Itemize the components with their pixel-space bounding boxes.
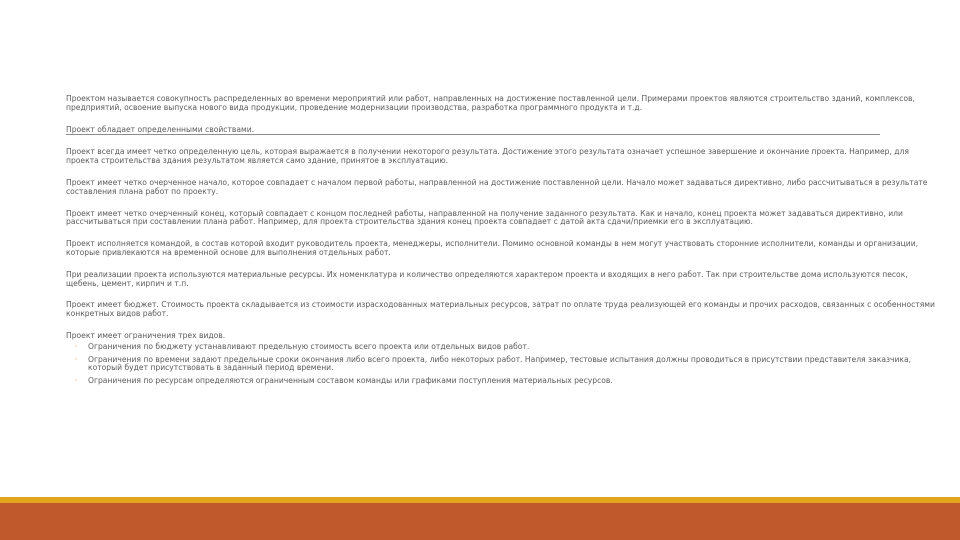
slide-body bbox=[66, 95, 938, 390]
list-item bbox=[66, 343, 938, 352]
paragraph-team: Проект исполняется командой, в состав которой входит руководитель проекта, менеджеры, исполнители. Помимо основной команды в нем могут участвовать сторонние исполнители, команды и организации, которые привлекаются на временной основе для выполнения отдельных работ. bbox=[66, 239, 919, 257]
list-item-text: Ограничения по ресурсам определяются ограниченным составом команды или графиками поступления материальных ресурсов. bbox=[88, 376, 613, 386]
list-item bbox=[66, 377, 938, 386]
paragraph-end: Проект имеет четко очерченный конец, который совпадает с концом последней работы, направленной на получение заданного результата. Как и начало, конец проекта может задаваться директивно, или рассчитываться при составлении плана работ. Например, для проекта строительства здания конец проекта совпадает с датой акта сдачи/приемки его в эксплуатацию. bbox=[66, 208, 903, 227]
paragraph-definition: Проектом называется совокупность распределенных во времени мероприятий или работ, направленных на достижение поставленной цели. Примерами проектов являются строительство зданий, комплексов, предприятий, освоение выпуска нового вида продукции, проведение модернизации производства, разработка программного продукта и т.д. bbox=[66, 94, 915, 112]
paragraph-start: Проект имеет четко очерченное начало, которое совпадает с началом первой работы, направленной на достижение поставленной цели. Начало может задаваться директивно, либо рассчитываться в результате составления плана работ по проекту. bbox=[66, 177, 928, 196]
paragraph-resources: При реализации проекта используются материальные ресурсы. Их номенклатура и количество определяются характером проекта и входящих в него работ. Так при строительстве дома используются песок, щебень, цемент, кирпич и т.п. bbox=[66, 269, 908, 288]
list-item bbox=[66, 356, 938, 374]
paragraph-budget: Проект имеет бюджет. Стоимость проекта складывается из стоимости израсходованных материальных ресурсов, затрат по оплате труда реализующей его команды и прочих расходов, связанных с особенностями конкретных видов работ. bbox=[66, 300, 935, 319]
paragraph-constraints-intro: Проект имеет ограничения трех видов. bbox=[66, 330, 226, 340]
constraints-list bbox=[66, 343, 938, 386]
list-item-text: Ограничения по бюджету устанавливают предельную стоимость всего проекта или отдельных видов работ. bbox=[88, 341, 530, 351]
bullet-circle-icon: ◦ bbox=[74, 342, 78, 350]
list-item-text: Ограничения по времени задают предельные сроки окончания либо всего проекта, либо некоторых работ. Например, тестовые испытания должны проводиться в присутствии представителя заказчика, который будет присутствовать в заданный период времени. bbox=[88, 354, 912, 373]
bullet-circle-icon: ◦ bbox=[74, 377, 78, 385]
bullet-circle-icon: ◦ bbox=[74, 355, 78, 363]
paragraph-properties-intro: Проект обладает определенными свойствами. bbox=[66, 126, 880, 136]
paragraph-goal: Проект всегда имеет четко определенную цель, которая выражается в получении некоторого результата. Достижение этого результата означает успешное завершение и окончание проекта. Например, для проекта строительства здания результатом является само здание, принятое в эксплуатацию. bbox=[66, 147, 909, 166]
footer-bar bbox=[0, 503, 960, 540]
